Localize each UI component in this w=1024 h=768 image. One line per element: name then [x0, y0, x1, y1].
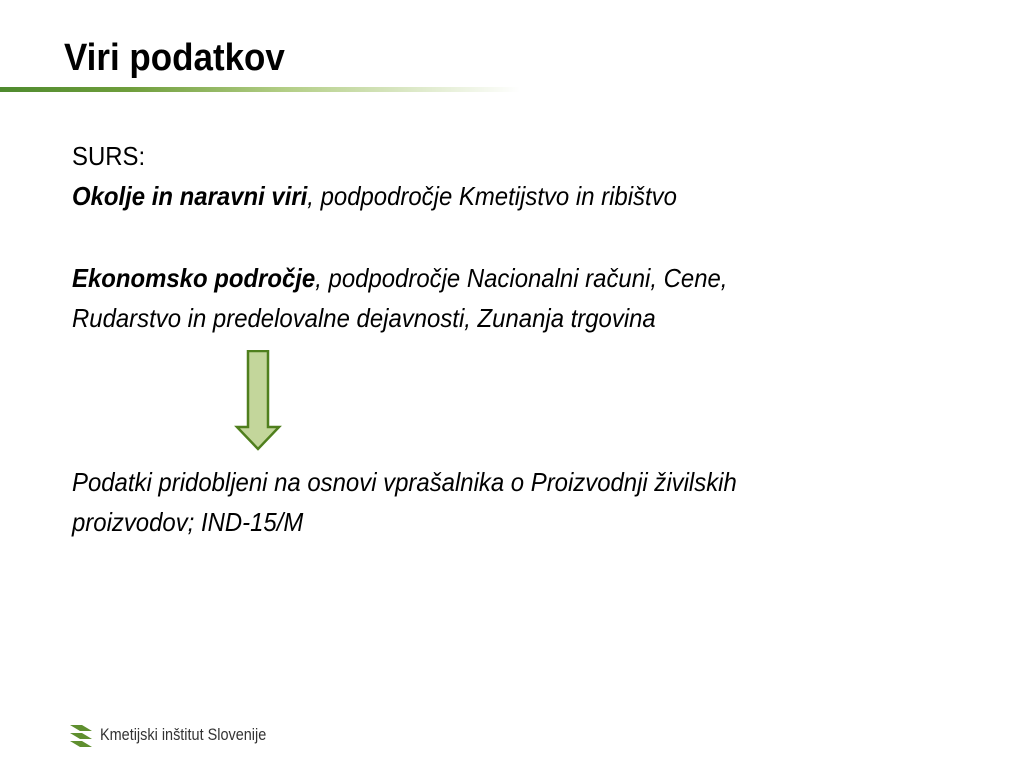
institute-name: Kmetijski inštitut Slovenije — [100, 725, 267, 744]
questionnaire-line: Podatki pridobljeni na osnovi vprašalnika o Proizvodnji živilskih — [72, 467, 737, 497]
title-underline — [0, 87, 520, 92]
questionnaire-line-cont: proizvodov; IND-15/M — [72, 507, 304, 537]
slide-title: Viri podatkov — [64, 37, 285, 79]
footer-logo — [68, 722, 296, 748]
environment-subdomain: , podpodročje Kmetijstvo in ribištvo — [307, 181, 677, 211]
environment-domain: Okolje in naravni viri — [72, 181, 308, 211]
economic-subdomain: , podpodročje Nacionalni računi, Cene, — [315, 263, 728, 293]
source-line-environment — [72, 176, 677, 216]
economic-domain: Ekonomsko področje — [72, 263, 316, 293]
source-line-economic — [72, 258, 727, 298]
source-line-economic-cont: Rudarstvo in predelovalne dejavnosti, Zunanja trgovina — [72, 303, 656, 333]
kis-logo-icon — [68, 722, 96, 748]
down-arrow-icon — [234, 350, 282, 452]
down-arrow-shape — [237, 351, 279, 449]
surs-label: SURS: — [72, 141, 146, 171]
